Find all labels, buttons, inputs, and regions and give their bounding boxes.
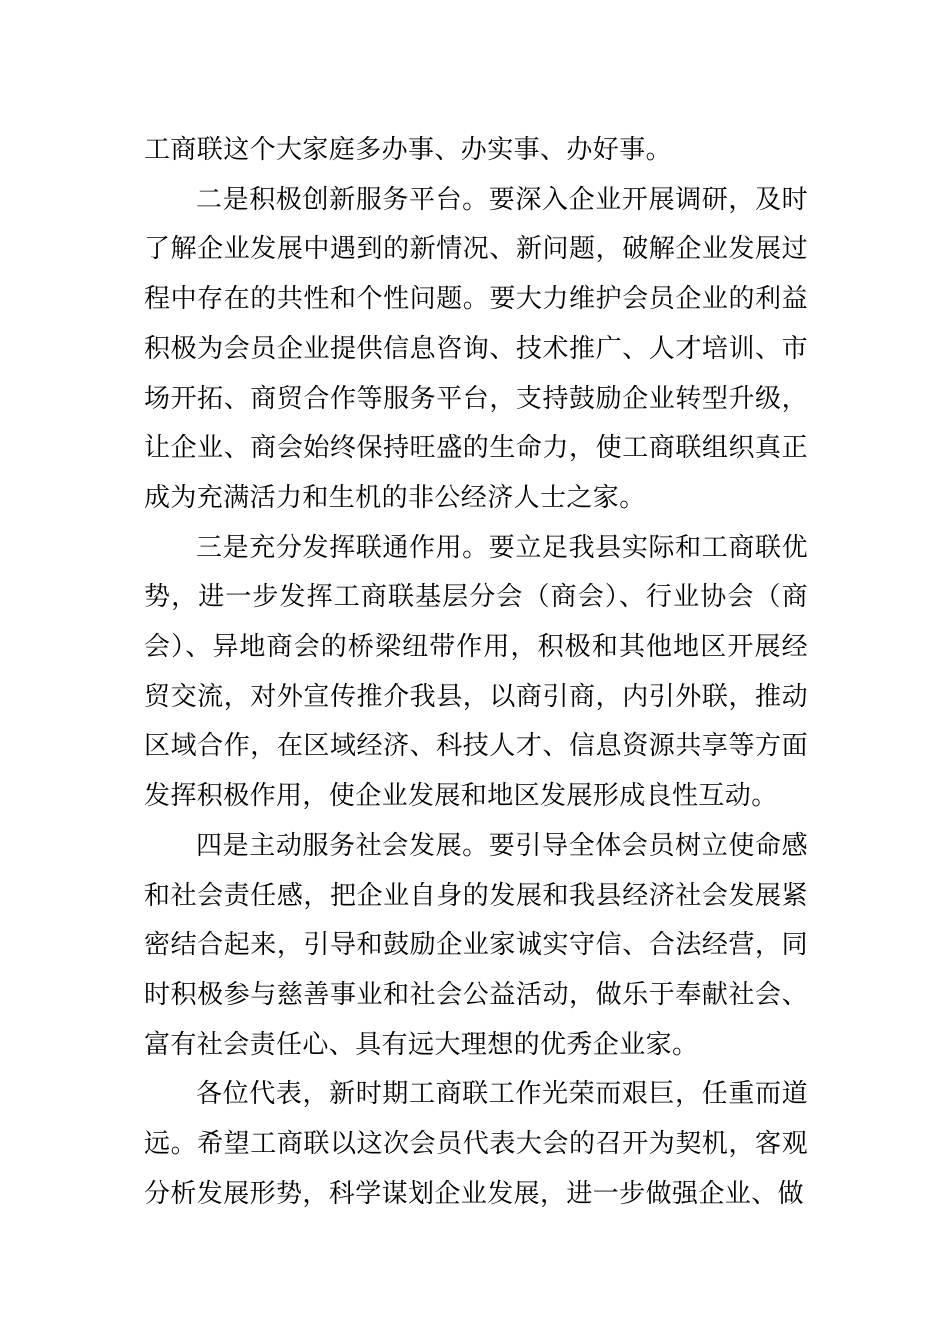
paragraph-service-platform: 二是积极创新服务平台。要深入企业开展调研，及时了解企业发展中遇到的新情况、新问题，破解企业发展过程中存在的共性和个性问题。要大力维护会员企业的利益积极为会员企业提供信息咨询、技术推广、人才培训、市场开拓、商贸合作等服务平台，支持鼓励企业转型升级，让企业、商会始终保持旺盛的生命力，使工商联组织真正成为充满活力和生机的非公经济人士之家。 <box>144 184 808 513</box>
paragraph-liaison-role: 三是充分发挥联通作用。要立足我县实际和工商联优势，进一步发挥工商联基层分会（商会）、行业协会（商会）、异地商会的桥梁纽带作用，积极和其他地区开展经贸交流，对外宣传推介我县，以商引商，内引外联，推动区域合作，在区域经济、科技人才、信息资源共享等方面发挥积极作用，使企业发展和地区发展形成良性互动。 <box>144 532 808 812</box>
paragraph-continuation: 工商联这个大家庭多办事、办实事、办好事。 <box>144 135 673 165</box>
document-body <box>144 126 808 1219</box>
paragraph-closing-remarks: 各位代表，新时期工商联工作光荣而艰巨，任重而道远。希望工商联以这次会员代表大会的召开为契机，客观分析发展形势，科学谋划企业发展，进一步做强企业、做 <box>144 1079 808 1209</box>
paragraph-social-development: 四是主动服务社会发展。要引导全体会员树立使命感和社会责任感，把企业自身的发展和我县经济社会发展紧密结合起来，引导和鼓励企业家诚实守信、合法经营，同时积极参与慈善事业和社会公益活动，做乐于奉献社会、富有社会责任心、具有远大理想的优秀企业家。 <box>144 830 808 1060</box>
